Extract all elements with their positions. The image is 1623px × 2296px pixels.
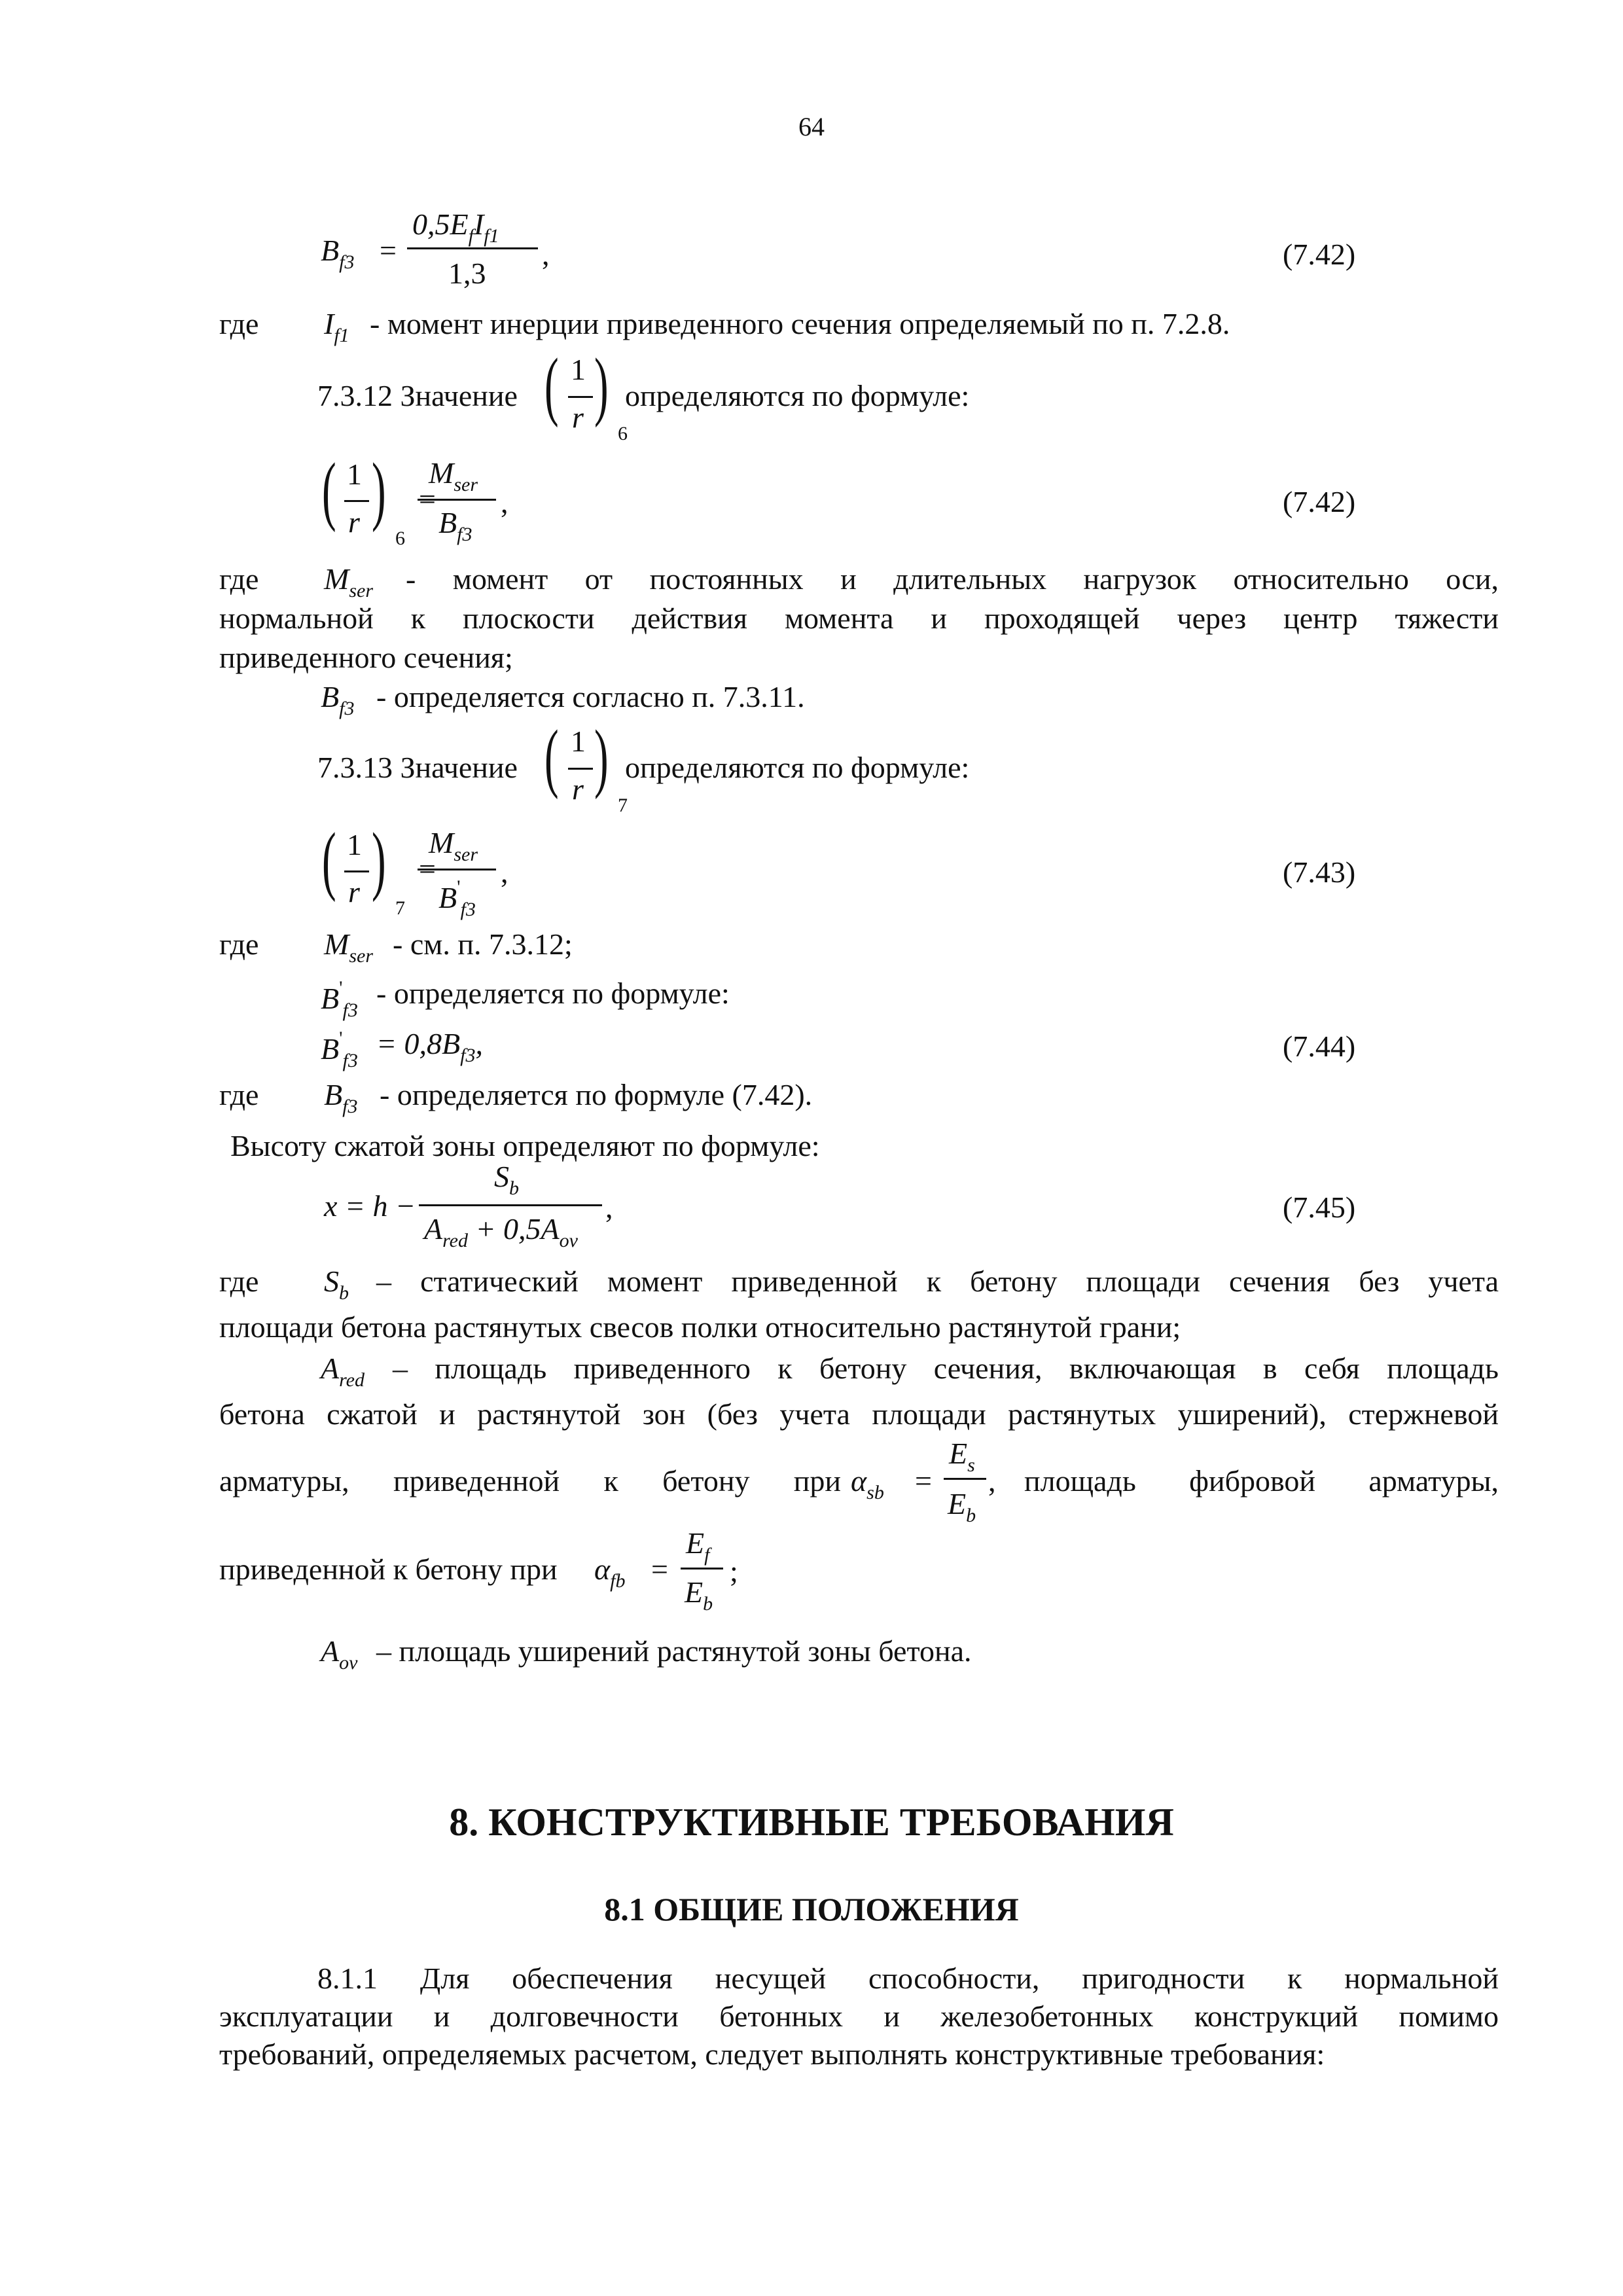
where-label: где <box>219 1078 259 1111</box>
Bf3-prime-definition: - определяется по формуле: <box>376 977 730 1010</box>
symbol-Mser: $M_{ser}$ <box>324 927 373 967</box>
If1-definition: - момент инерции приведенного сечения определяемый по п. 7.2.8. <box>370 307 1230 340</box>
equation-number: (7.42) <box>1283 238 1356 271</box>
Mser-reference: - см. п. 7.3.12; <box>393 927 573 961</box>
equation-number: (7.45) <box>1283 1191 1356 1224</box>
Bf3-definition: - определяется согласно п. 7.3.11. <box>376 680 805 713</box>
Bf3-reference: - определяется по формуле (7.42). <box>380 1078 813 1111</box>
symbol-Bf3-prime: $B'_{f3}$ <box>321 977 358 1021</box>
section-heading-8: 8. КОНСТРУКТИВНЫЕ ТРЕБОВАНИЯ <box>449 1801 1174 1844</box>
where-label: где <box>219 927 259 961</box>
symbol-Aov: $A_{ov}$ <box>321 1634 358 1674</box>
equation-number: (7.42) <box>1283 485 1356 518</box>
symbol-Bf3: $B_{f3}$ <box>321 680 355 719</box>
subsection-heading-8-1: 8.1 ОБЩИЕ ПОЛОЖЕНИЯ <box>604 1891 1019 1928</box>
compressed-zone-intro: Высоту сжатой зоны определяют по формуле: <box>230 1129 820 1162</box>
equation-number: (7.43) <box>1283 855 1356 889</box>
page-number: 64 <box>798 112 825 141</box>
equation-number: (7.44) <box>1283 1030 1356 1063</box>
Aov-definition: – площадь уширений растянутой зоны бетона. <box>376 1634 972 1668</box>
symbol-If1: $I_{f1}$ <box>324 307 349 346</box>
symbol-Bf3: $B_{f3}$ <box>324 1078 358 1117</box>
where-label: где <box>219 307 259 340</box>
